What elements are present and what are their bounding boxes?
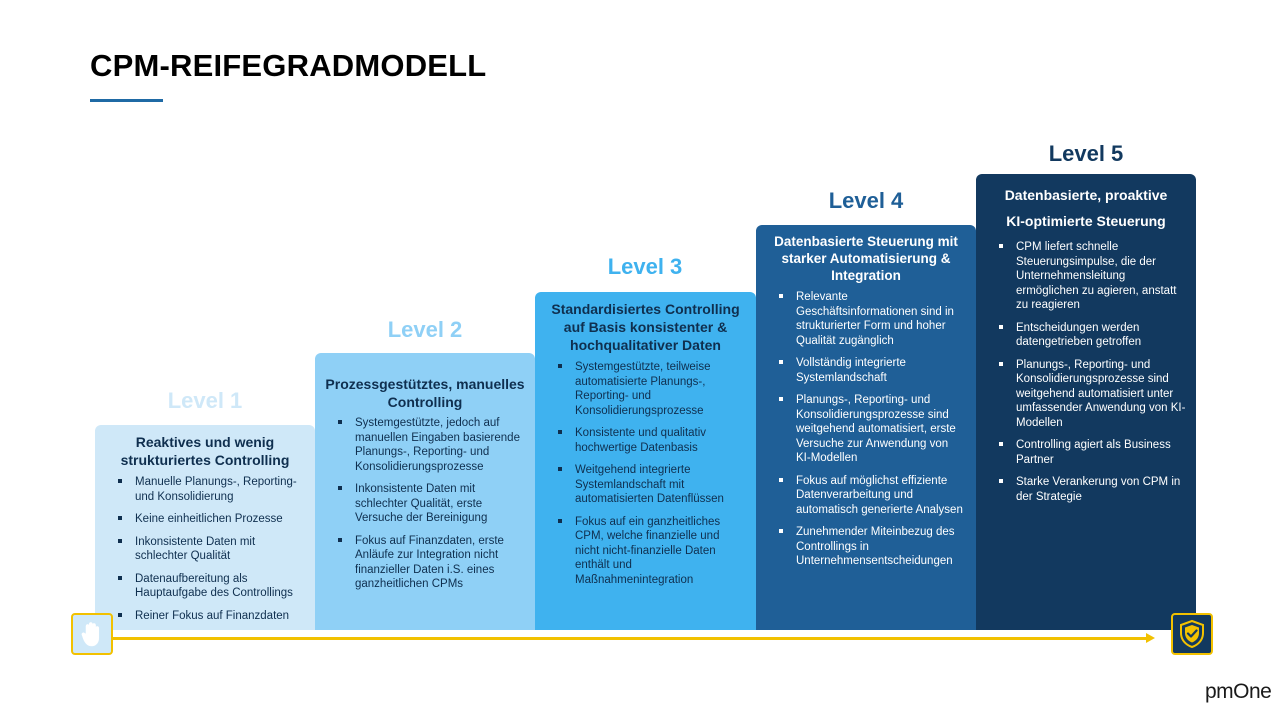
hand-stop-icon: [71, 613, 113, 655]
bullet-square-icon: [999, 362, 1003, 366]
level-4-heading: Level 4: [828, 188, 904, 213]
list-item: Vollständig integrierte Systemlandschaft: [766, 356, 966, 385]
bullet-square-icon: [338, 420, 342, 424]
bullet-square-icon: [118, 479, 122, 483]
bullet-square-icon: [999, 325, 1003, 329]
list-item: Entscheidungen werden datengetrieben getroffen: [986, 321, 1186, 350]
level-3-box: [535, 292, 756, 630]
level-2-heading: Level 2: [387, 317, 463, 342]
level-3-bullets: [545, 360, 746, 587]
bullet-square-icon: [118, 516, 122, 520]
level-4-bullets: [766, 290, 966, 569]
list-item: Planungs-, Reporting- und Konsolidierungsprozesse sind weitgehend automatisiert unter umfassender Anwendung von KI-Modellen: [986, 358, 1186, 431]
bullet-square-icon: [779, 360, 783, 364]
list-item: Keine einheitlichen Prozesse: [105, 512, 305, 527]
bullet-square-icon: [338, 486, 342, 490]
level-1-box: [95, 425, 315, 630]
bullet-square-icon: [558, 467, 562, 471]
bullet-square-icon: [779, 397, 783, 401]
level-3-title: Standardisiertes Controlling auf Basis konsistenter & hochqualitativer Daten: [551, 301, 740, 353]
level-5-box: [976, 174, 1196, 630]
list-item: Inkonsistente Daten mit schlechter Qualität, erste Versuche der Bereinigung: [325, 482, 525, 526]
level-3-heading: Level 3: [607, 254, 683, 279]
level-2-bullets: [325, 416, 525, 592]
bullet-square-icon: [118, 539, 122, 543]
list-item: Controlling agiert als Business Partner: [986, 438, 1186, 467]
bullet-square-icon: [558, 519, 562, 523]
level-5-heading: Level 5: [1048, 141, 1124, 166]
bullet-square-icon: [558, 430, 562, 434]
list-item: Zunehmender Miteinbezug des Controllings in Unternehmensentscheidungen: [766, 525, 966, 569]
bullet-square-icon: [999, 442, 1003, 446]
list-item: Konsistente und qualitativ hochwertige Datenbasis: [545, 426, 746, 455]
list-item: Reiner Fokus auf Finanzdaten: [105, 609, 305, 624]
title-underline: [90, 99, 163, 102]
bullet-square-icon: [779, 478, 783, 482]
level-4-box: [756, 225, 976, 630]
level-1-heading: Level 1: [167, 388, 243, 413]
list-item: Fokus auf ein ganzheitliches CPM, welche finanzielle und nicht nicht-finanzielle Daten enthält und Maßnahmenintegration: [545, 515, 746, 588]
bullet-square-icon: [338, 538, 342, 542]
bullet-square-icon: [558, 364, 562, 368]
pmone-logo: pmOne: [1205, 680, 1272, 703]
level-4-title: Datenbasierte Steuerung mit starker Automatisierung & Integration: [774, 234, 958, 283]
shield-check-icon: [1171, 613, 1213, 655]
list-item: Fokus auf Finanzdaten, erste Anläufe zur Integration nicht finanzieller Daten i.S. eines ganzheitlichen CPMs: [325, 534, 525, 592]
arrow-head-icon: [1146, 633, 1155, 643]
bullet-square-icon: [779, 529, 783, 533]
list-item: Inkonsistente Daten mit schlechter Qualität: [105, 535, 305, 564]
level-5-title: Datenbasierte, proaktive KI-optimierte Steuerung: [1004, 187, 1168, 229]
level-2-title: Prozessgestütztes, manuelles Controlling: [325, 376, 525, 410]
bullet-square-icon: [118, 576, 122, 580]
bullet-square-icon: [118, 613, 122, 617]
list-item: Fokus auf möglichst effiziente Datenverarbeitung und automatisch generierte Analysen: [766, 474, 966, 518]
bullet-square-icon: [999, 244, 1003, 248]
level-5-bullets: [986, 240, 1186, 504]
list-item: Planungs-, Reporting- und Konsolidierungsprozesse sind weitgehend automatisiert, erste Versuche zur Anwendung von KI-Modellen: [766, 393, 966, 466]
progress-arrow-line: [112, 637, 1148, 640]
list-item: Systemgestützte, jedoch auf manuellen Eingaben basierende Planungs-, Reporting- und Konsolidierungsprozesse: [325, 416, 525, 474]
list-item: Relevante Geschäftsinformationen sind in strukturierter Form und hoher Qualität zugänglich: [766, 290, 966, 348]
level-1-bullets: [105, 475, 305, 623]
list-item: Datenaufbereitung als Hauptaufgabe des Controllings: [105, 572, 305, 601]
list-item: Manuelle Planungs-, Reporting- und Konsolidierung: [105, 475, 305, 504]
bullet-square-icon: [999, 479, 1003, 483]
list-item: Systemgestützte, teilweise automatisierte Planungs-, Reporting- und Konsolidierungsprozesse: [545, 360, 746, 418]
level-2-box: [315, 353, 535, 630]
page-title: CPM-REIFEGRADMODELL: [90, 48, 487, 83]
list-item: Starke Verankerung von CPM in der Strategie: [986, 475, 1186, 504]
level-1-title: Reaktives und wenig strukturiertes Controlling: [120, 434, 290, 468]
list-item: CPM liefert schnelle Steuerungsimpulse, die der Unternehmensleitung ermöglichen zu agieren, anstatt zu reagieren: [986, 240, 1186, 313]
bullet-square-icon: [779, 294, 783, 298]
list-item: Weitgehend integrierte Systemlandschaft mit automatisierten Datenflüssen: [545, 463, 746, 507]
